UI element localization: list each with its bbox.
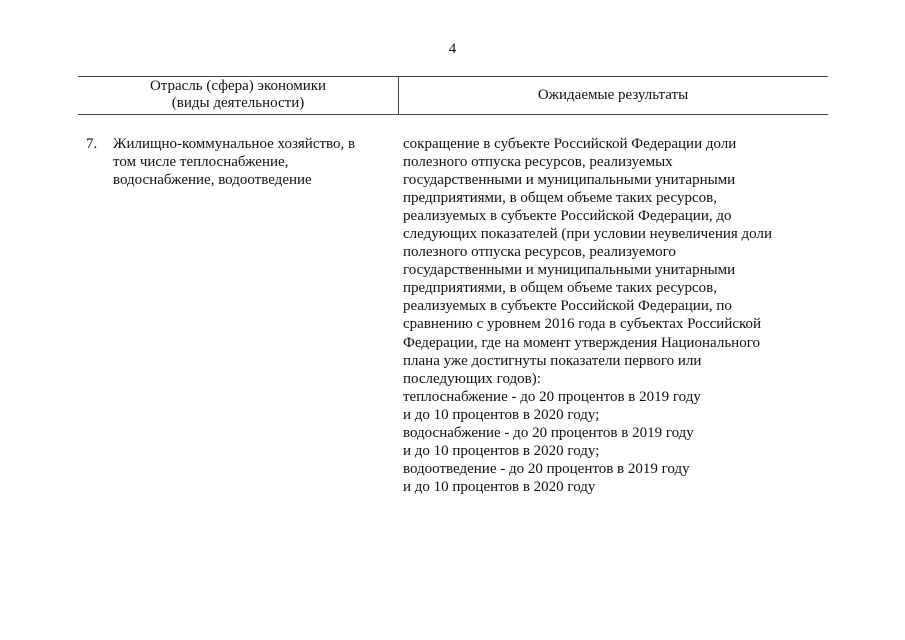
result-line: плана уже достигнуты показатели первого или [403, 352, 702, 369]
header-results: Ожидаемые результаты [537, 87, 689, 103]
result-line: последующих годов): [403, 370, 541, 387]
sector-line: том числе теплоснабжение, [113, 154, 289, 170]
result-line: предприятиями, в общем объеме таких ресурсов, [403, 190, 718, 207]
result-line: водоснабжение - до 20 процентов в 2019 году [403, 424, 694, 441]
result-line: следующих показателей (при условии неувеличения доли [403, 226, 773, 243]
table-header-rule [78, 114, 828, 115]
result-line: реализуемых в субъекте Российской Федерации, до [403, 208, 732, 225]
row-sector [113, 135, 383, 189]
result-line: и до 10 процентов в 2020 году; [403, 442, 600, 459]
row-number: 7. [86, 136, 98, 152]
sector-line: Жилищно-коммунальное хозяйство, в [113, 136, 356, 152]
header-sector [78, 78, 398, 112]
row-result [403, 135, 823, 496]
header-sector-line: Отрасль (сфера) экономики [149, 78, 327, 94]
result-line: сравнению с уровнем 2016 года в субъектах Российской [403, 316, 762, 333]
result-line: предприятиями, в общем объеме таких ресурсов, [403, 280, 718, 297]
result-line: и до 10 процентов в 2020 году; [403, 406, 600, 423]
result-line: полезного отпуска ресурсов, реализуемых [403, 154, 673, 171]
result-line: государственными и муниципальными унитарными [403, 172, 736, 189]
result-line: государственными и муниципальными унитарными [403, 262, 736, 279]
result-line: полезного отпуска ресурсов, реализуемого [403, 244, 676, 261]
result-line: реализуемых в субъекте Российской Федерации, по [403, 298, 732, 315]
result-line: Федерации, где на момент утверждения Национального [403, 334, 760, 351]
result-line: водоотведение - до 20 процентов в 2019 году [403, 460, 690, 477]
result-line: и до 10 процентов в 2020 году [403, 478, 596, 495]
result-line: теплоснабжение - до 20 процентов в 2019 году [403, 388, 701, 405]
table-top-rule [78, 76, 828, 77]
header-sector-line: (виды деятельности) [171, 95, 305, 111]
result-line: сокращение в субъекте Российской Федерации доли [403, 136, 737, 152]
sector-line: водоснабжение, водоотведение [113, 172, 312, 188]
page-number: 4 [448, 41, 457, 57]
